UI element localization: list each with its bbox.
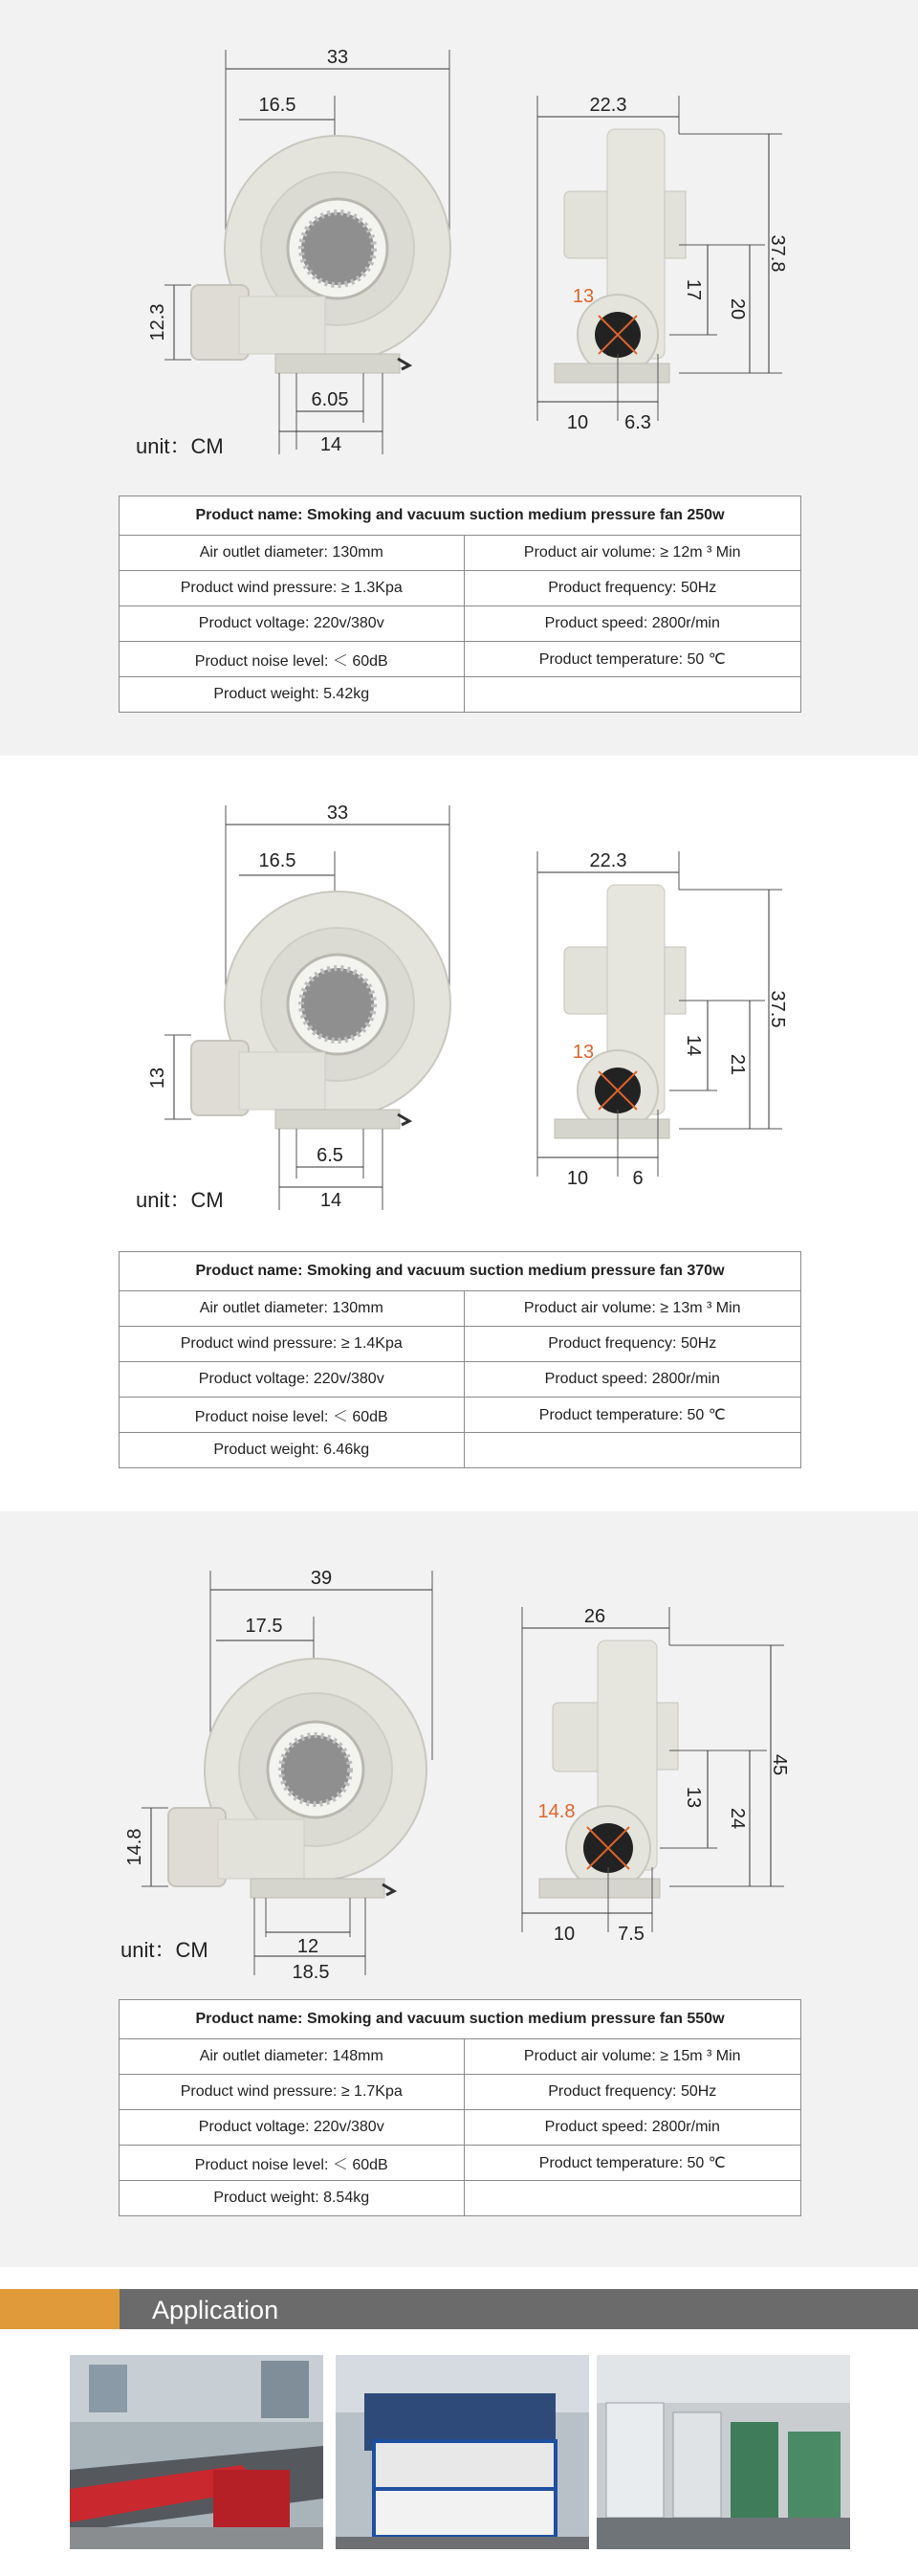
dim-outlet-dia: 14.8 — [537, 1801, 576, 1822]
dim-base-right: 7.5 — [618, 1924, 645, 1945]
dim-side-width: 22.3 — [589, 850, 627, 871]
table-title: Product name: Smoking and vacuum suction medium pressure fan 250w — [120, 496, 801, 536]
dim-base-outer: 14 — [319, 434, 342, 455]
dim-base-outer: 18.5 — [292, 1962, 330, 1983]
table-row: Product noise level: ＜ 60dB Product temperature: 50 ℃ — [120, 2146, 801, 2181]
application-photo-laser-engraver — [336, 2355, 589, 2549]
unit-label: unit：CM — [120, 1938, 208, 1962]
dim-outlet-dia: 13 — [572, 1042, 595, 1063]
dim-base-inner: 6.5 — [317, 1145, 343, 1166]
spec-table — [119, 1251, 801, 1468]
side-view-diagram — [526, 832, 794, 1196]
table-row: Product voltage: 220v/380v Product speed: 2800r/min — [120, 1362, 801, 1398]
table-row: Air outlet diameter: 148mm Product air volume: ≥ 15m ³ Min — [120, 2039, 801, 2075]
side-view-diagram — [526, 77, 794, 440]
application-title: Application — [152, 2296, 279, 2324]
front-view-diagram — [105, 1550, 469, 1990]
dim-outlet-top: 13 — [683, 1786, 704, 1809]
dim-side-height: 37.8 — [767, 234, 788, 273]
spec-block-370w — [0, 756, 918, 1511]
spec-block-250w — [0, 0, 918, 756]
dim-axis-height: 24 — [727, 1807, 748, 1830]
dim-center: 17.5 — [245, 1616, 283, 1637]
spec-table — [119, 1999, 801, 2216]
banner-accent — [0, 2289, 120, 2329]
dim-outlet-height: 13 — [147, 1067, 168, 1090]
table-row: Product weight: 5.42kg — [120, 677, 801, 713]
dim-center: 16.5 — [258, 95, 296, 116]
dim-base-inner: 6.05 — [311, 389, 349, 410]
unit-label: unit：CM — [136, 1188, 224, 1212]
unit-label: unit：CM — [136, 434, 224, 458]
dim-center: 16.5 — [258, 850, 296, 871]
dim-outlet-top: 14 — [683, 1034, 704, 1057]
table-row: Product wind pressure: ≥ 1.7Kpa Product frequency: 50Hz — [120, 2075, 801, 2110]
dim-outlet-height: 12.3 — [147, 303, 168, 341]
dim-base-left: 10 — [566, 1168, 589, 1189]
table-row: Product weight: 8.54kg — [120, 2181, 801, 2216]
table-row: Product wind pressure: ≥ 1.3Kpa Product frequency: 50Hz — [120, 571, 801, 606]
table-row: Product noise level: ＜ 60dB Product temperature: 50 ℃ — [120, 1398, 801, 1433]
dim-base-right: 6.3 — [624, 412, 651, 433]
dim-outlet-dia: 13 — [572, 286, 595, 307]
application-banner — [0, 2289, 918, 2329]
dim-width: 33 — [326, 47, 349, 68]
dim-side-width: 22.3 — [589, 95, 627, 116]
dim-width: 33 — [326, 803, 349, 824]
table-title: Product name: Smoking and vacuum suction medium pressure fan 370w — [120, 1252, 801, 1291]
spec-block-550w — [0, 1511, 918, 2267]
application-photo-laser-cutter — [70, 2355, 323, 2549]
dim-outlet-height: 14.8 — [124, 1828, 145, 1866]
dim-axis-height: 20 — [727, 297, 748, 320]
table-row: Product voltage: 220v/380v Product speed: 2800r/min — [120, 2110, 801, 2146]
front-view-diagram — [115, 784, 478, 1224]
dim-base-left: 10 — [566, 412, 589, 433]
dim-axis-height: 21 — [727, 1053, 748, 1076]
table-row: Product voltage: 220v/380v Product speed: 2800r/min — [120, 606, 801, 642]
front-view-diagram — [115, 29, 478, 469]
application-photo-cnc-workshop — [597, 2355, 850, 2549]
dim-base-inner: 12 — [296, 1936, 319, 1957]
table-row: Air outlet diameter: 130mm Product air volume: ≥ 13m ³ Min — [120, 1291, 801, 1327]
table-row: Product weight: 6.46kg — [120, 1433, 801, 1468]
dim-base-outer: 14 — [319, 1190, 342, 1211]
table-row: Product wind pressure: ≥ 1.4Kpa Product frequency: 50Hz — [120, 1327, 801, 1362]
table-row: Air outlet diameter: 130mm Product air volume: ≥ 12m ³ Min — [120, 536, 801, 571]
dim-side-height: 37.5 — [767, 990, 788, 1028]
table-title: Product name: Smoking and vacuum suction medium pressure fan 550w — [120, 2000, 801, 2039]
spec-table — [119, 495, 801, 713]
dim-width: 39 — [310, 1568, 333, 1589]
dim-base-right: 6 — [632, 1168, 644, 1189]
dim-base-left: 10 — [553, 1924, 576, 1945]
side-view-diagram — [516, 1588, 794, 1951]
dim-outlet-top: 17 — [683, 278, 704, 301]
dim-side-width: 26 — [583, 1606, 606, 1627]
table-row: Product noise level: ＜ 60dB Product temperature: 50 ℃ — [120, 642, 801, 677]
dim-side-height: 45 — [769, 1753, 790, 1776]
